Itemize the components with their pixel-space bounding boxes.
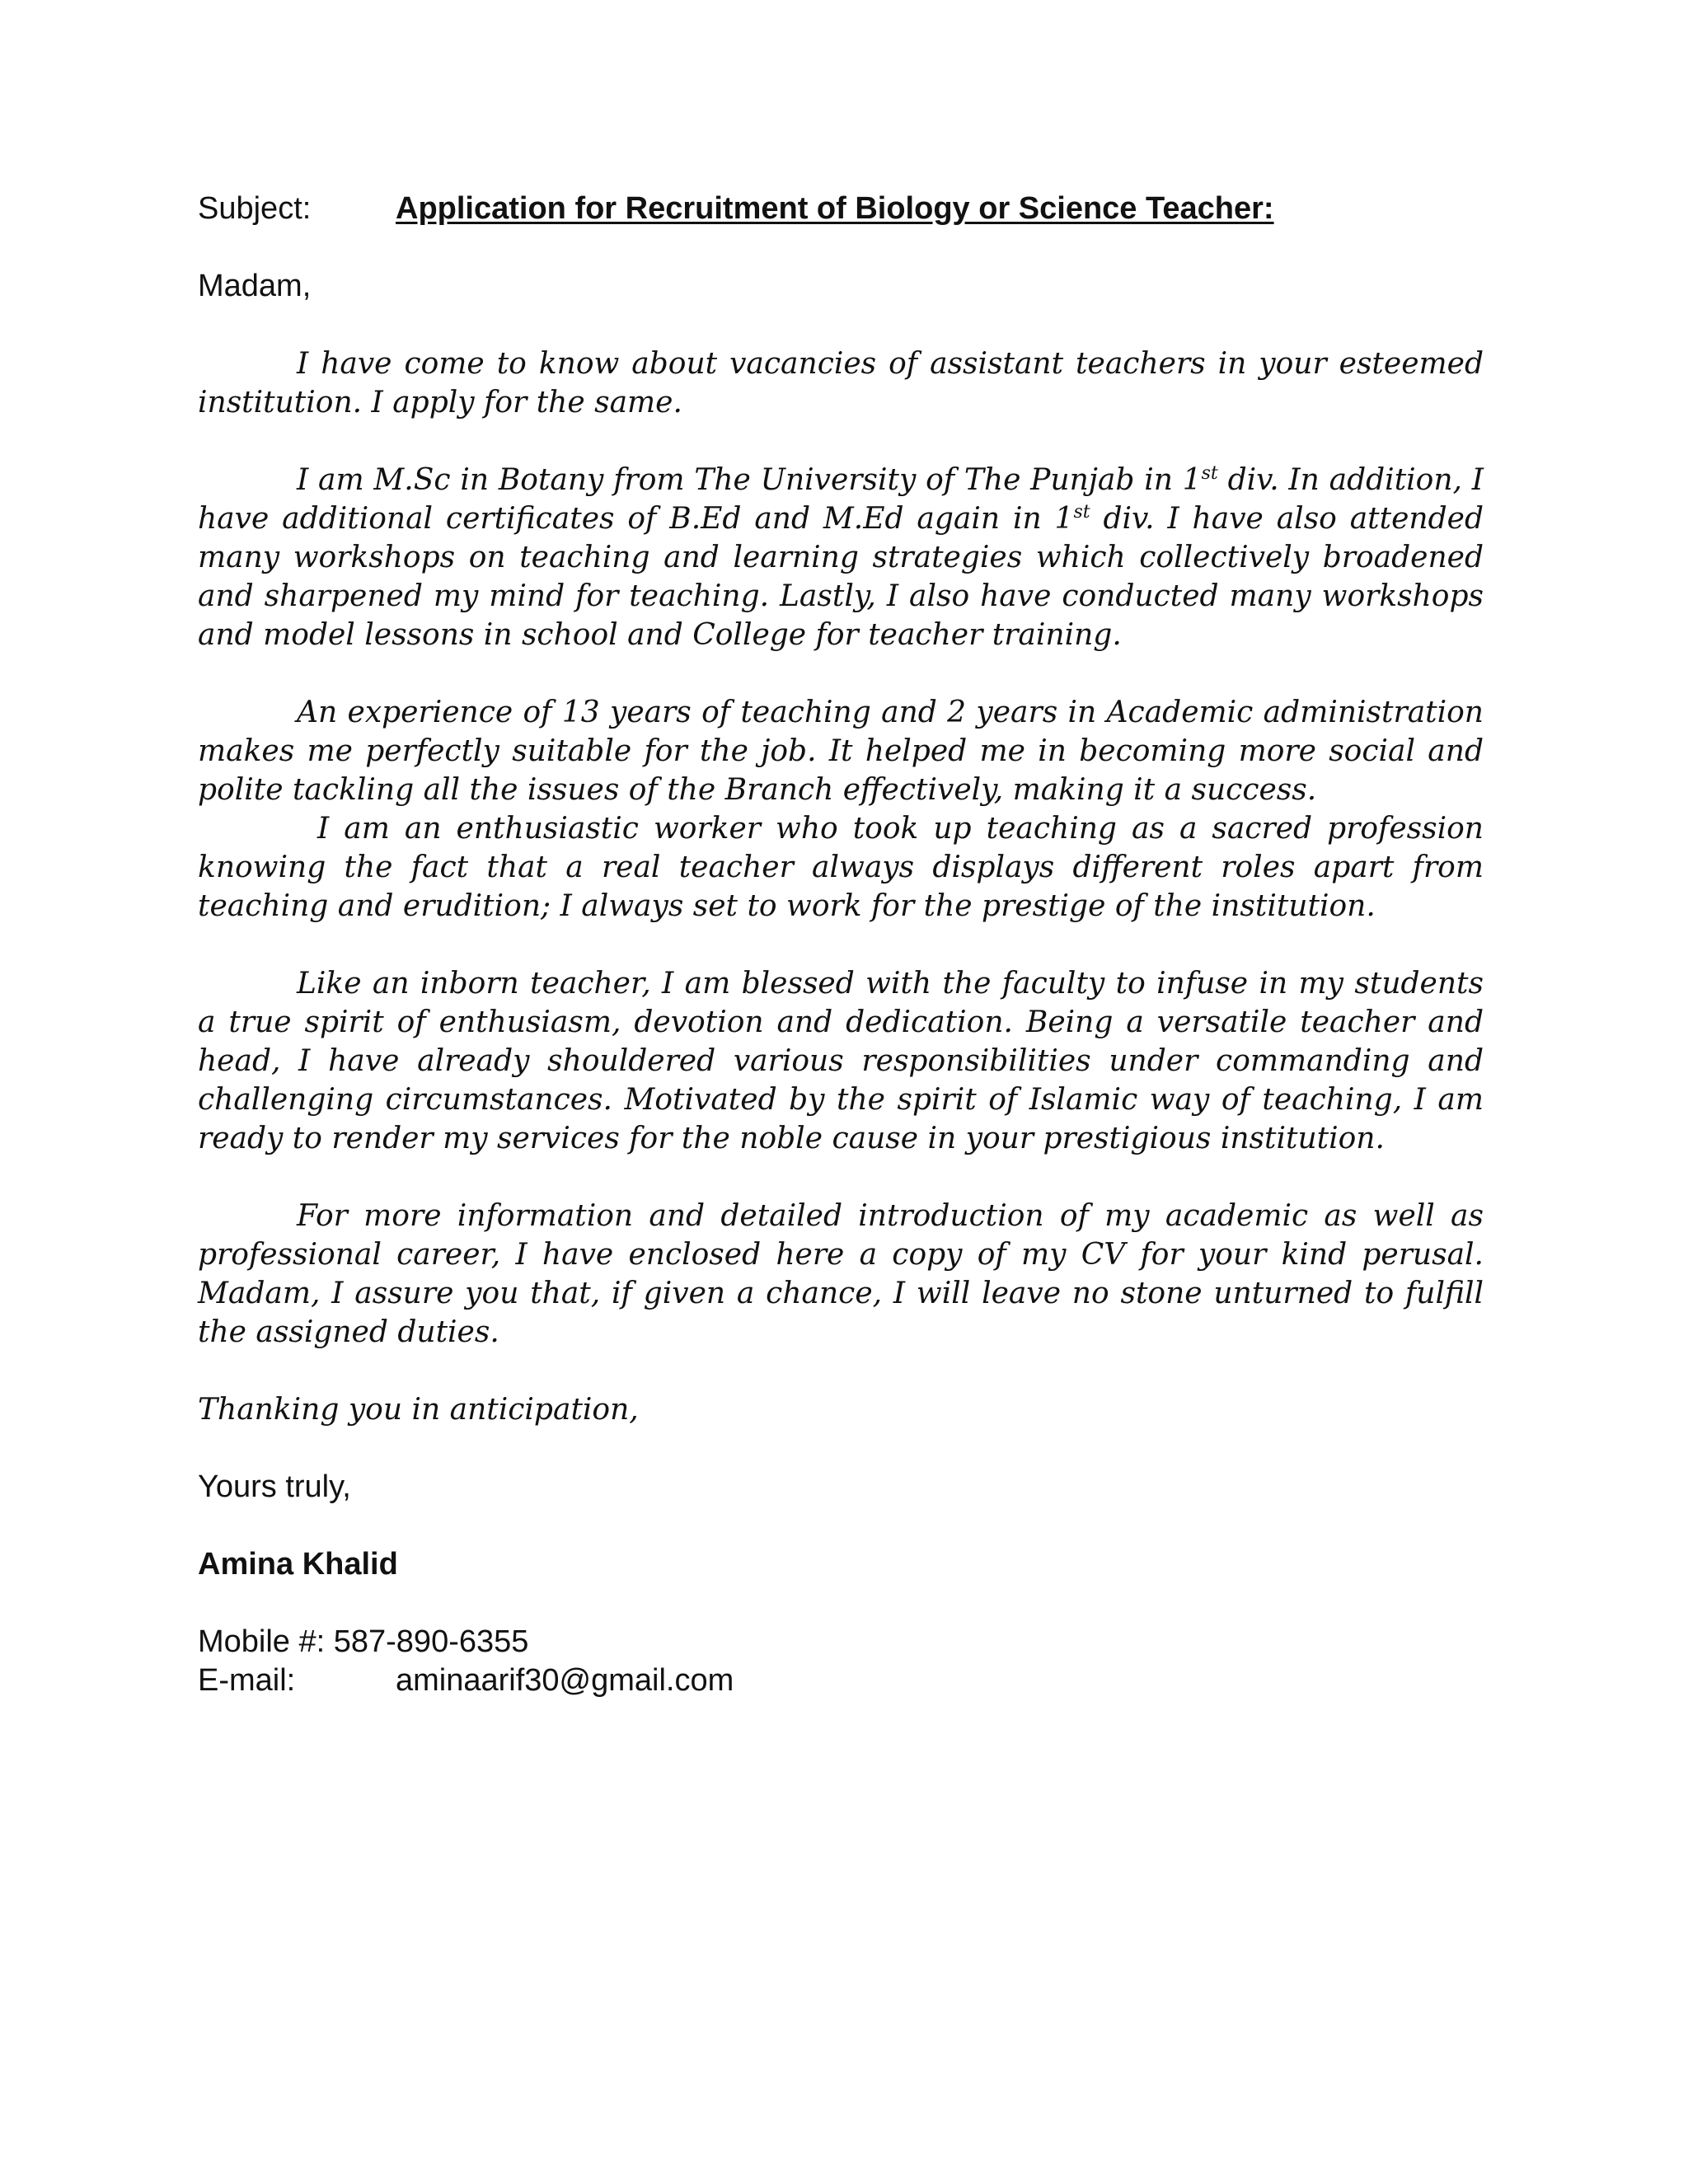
paragraph-more-information: For more information and detailed introduction of my academic as well as professional career, I have enclosed here a copy of my CV for your kind perusal. Madam, I assure you that, if given a chance, I will leave no stone unturned to fulfill the assigned duties.	[198, 1199, 1484, 1349]
email-line	[198, 1661, 1484, 1700]
paragraph-inborn-teacher: Like an inborn teacher, I am blessed with the faculty to infuse in my students a true spirit of enthusiasm, devotion and dedication. Being a versatile teacher and head, I have already shouldered various responsibilities under commanding and challenging circumstances. Motivated by the spirit of Islamic way of teaching, I am ready to render my services for the noble cause in your prestigious institution.	[198, 967, 1484, 1155]
paragraph-vacancy: I have come to know about vacancies of assistant teachers in your esteemed institution. I apply for the same.	[198, 347, 1484, 419]
contact-block	[198, 1623, 1484, 1700]
subject-label: Subject:	[198, 191, 312, 226]
subject-line	[198, 190, 1484, 228]
email-label: E-mail:	[198, 1663, 296, 1698]
signoff: Yours truly,	[198, 1469, 351, 1504]
subject-text: Application for Recruitment of Biology or Science Teacher:	[396, 191, 1274, 226]
qualifications-text-c: div. I have also attended many workshops on teaching and learning strategies which collectively broadened and sharpened my mind for teaching. Lastly, I also have conducted many workshops and model lessons in school and College for teacher training.	[198, 502, 1484, 652]
signer-name: Amina Khalid	[198, 1547, 398, 1582]
superscript-st: st	[1073, 502, 1090, 523]
email-value: aminaarif30@gmail.com	[396, 1663, 734, 1698]
letter-page	[198, 190, 1484, 1700]
paragraph-enthusiasm: I am an enthusiastic worker who took up teaching as a sacred profession knowing the fact that a real teacher always displays different roles apart from teaching and erudition; I always set to work for the prestige of the institution.	[198, 812, 1484, 923]
qualifications-text-b: div. In addition, I have additional certificates of B.Ed and M.Ed again in 1	[198, 463, 1484, 536]
paragraph-qualifications	[198, 461, 1484, 654]
closing-line: Thanking you in anticipation,	[198, 1393, 639, 1427]
mobile-line: Mobile #: 587-890-6355	[198, 1624, 529, 1659]
qualifications-text-a: I am M.Sc in Botany from The University of The Punjab in 1	[297, 463, 1202, 497]
greeting: Madam,	[198, 269, 312, 303]
superscript-st: st	[1201, 463, 1218, 484]
paragraph-experience: An experience of 13 years of teaching and 2 years in Academic administration makes me perfectly suitable for the job. It helped me in becoming more social and polite tackling all the issues of the Branch effectively, making it a success.	[198, 696, 1484, 807]
